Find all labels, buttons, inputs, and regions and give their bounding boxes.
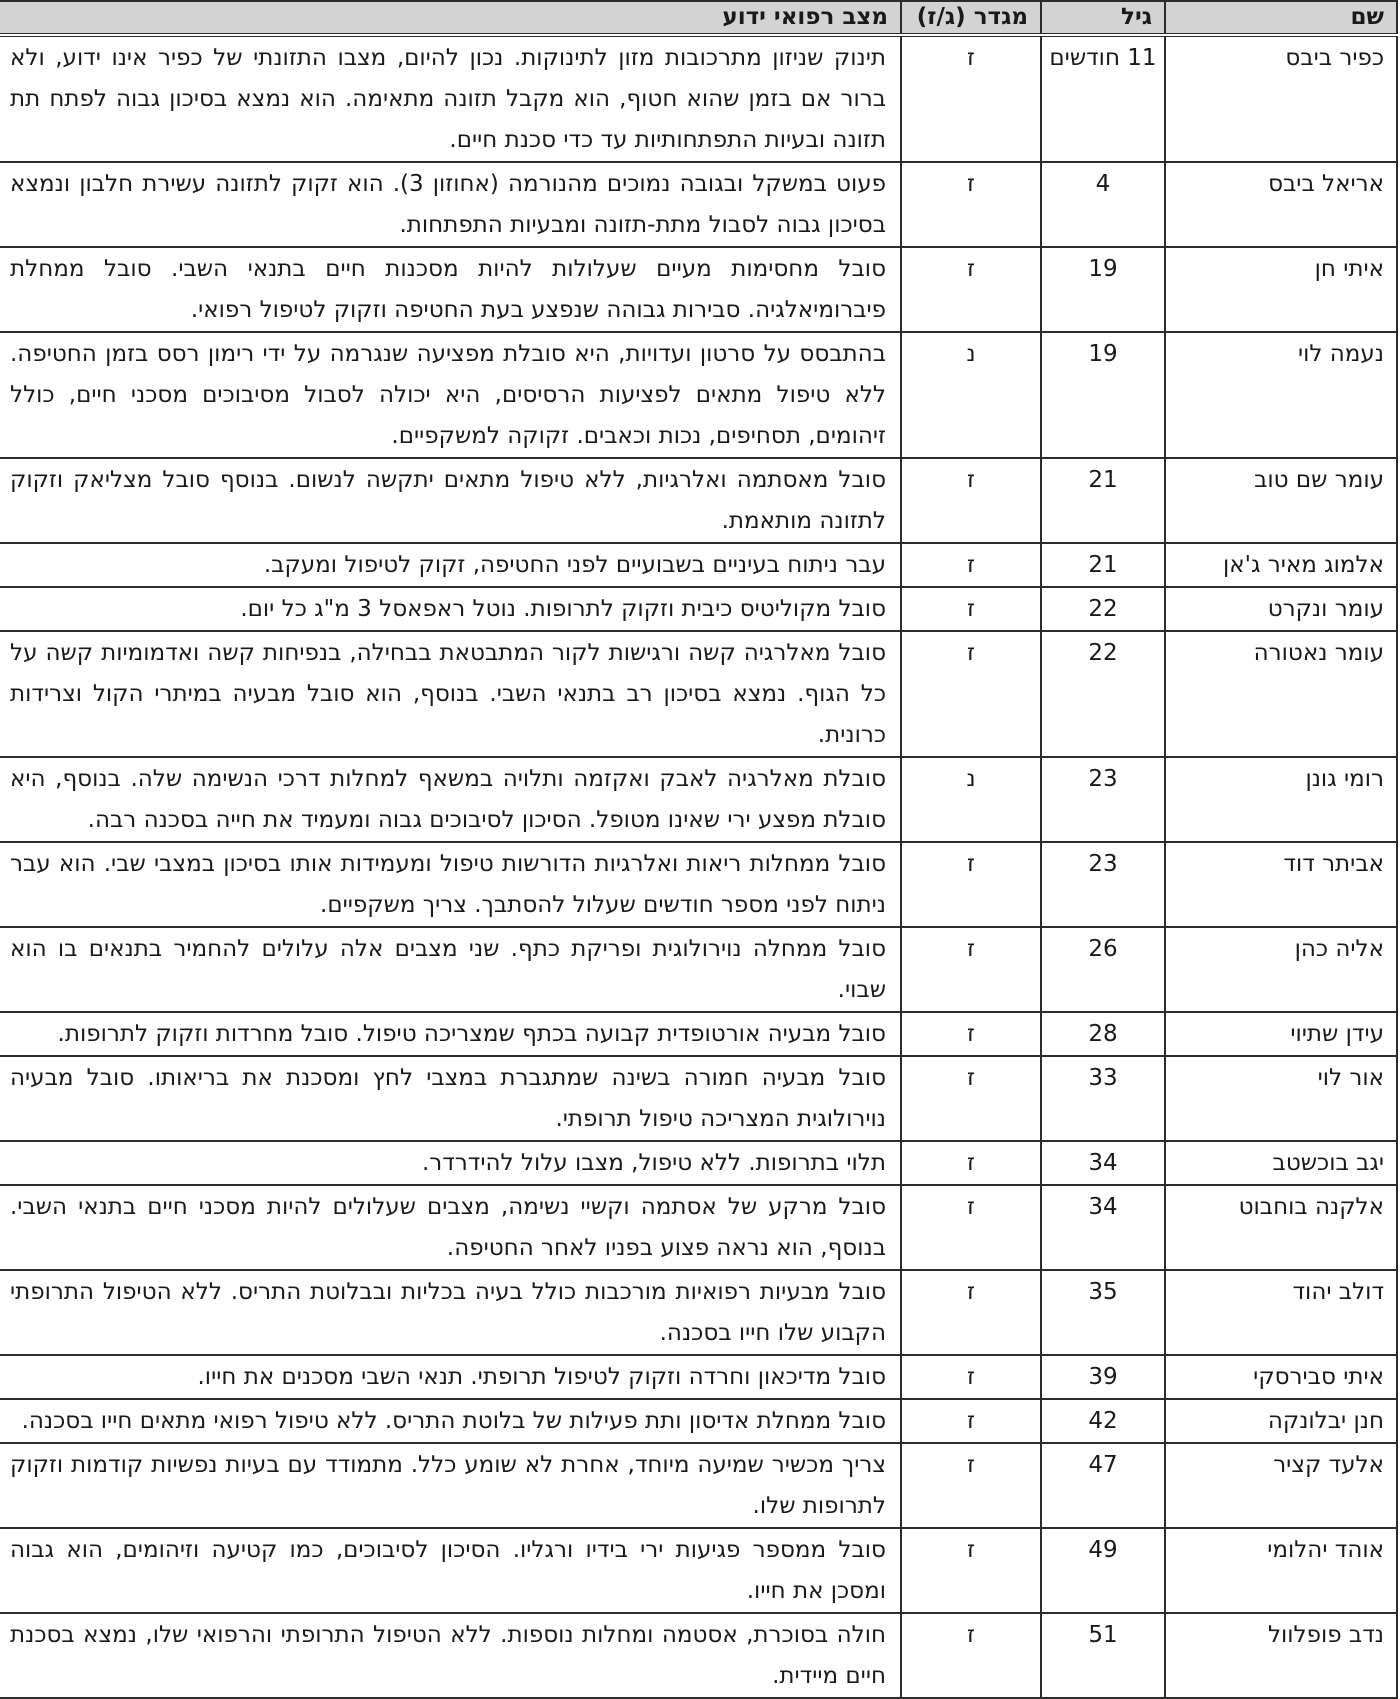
table-row [0,1270,1397,1355]
cell-name: אלעד קציר [1165,1443,1397,1528]
cell-condition: עבר ניתוח בעיניים בשבועיים לפני החטיפה, זקוק לטיפול ומעקב. [0,543,901,587]
cell-name: נעמה לוי [1165,332,1397,458]
cell-condition: צריך מכשיר שמיעה מיוחד, אחרת לא שומע כלל. מתמודד עם בעיות נפשיות קודמות וזקוק לתרופות שלו. [0,1443,901,1528]
table-row [0,1399,1397,1443]
cell-sex: ז [901,1056,1041,1141]
cell-name: איתי חן [1165,247,1397,332]
cell-name: עומר ונקרט [1165,587,1397,631]
cell-age: 34 [1041,1185,1165,1270]
cell-sex: ז [901,1355,1041,1399]
table-row [0,757,1397,842]
cell-name: אור לוי [1165,1056,1397,1141]
cell-sex: ז [901,1613,1041,1698]
header-condition: מצב רפואי ידוע [0,1,901,35]
cell-sex: ז [901,247,1041,332]
cell-name: אלמוג מאיר ג'אן [1165,543,1397,587]
cell-name: אביתר דוד [1165,842,1397,927]
cell-condition: סובל מאלרגיה קשה ורגישות לקור המתבטאת בבחילה, בנפיחות קשה ואדמומיות קשה על כל הגוף. נמצא בסיכון רב בתנאי השבי. בנוסף, הוא סובל מבעיה במיתרי הקול וצרידות כרונית. [0,631,901,757]
cell-condition: סובל מדיכאון וחרדה וזקוק לטיפול תרופתי. תנאי השבי מסכנים את חייו. [0,1355,901,1399]
cell-condition: סובל ממחלות ריאות ואלרגיות הדורשות טיפול ומעמידות אותו בסיכון במצבי שבי. הוא עבר ניתוח לפני מספר חודשים שעלול להסתבך. צריך משקפיים. [0,842,901,927]
cell-name: עומר שם טוב [1165,458,1397,543]
cell-condition: פעוט במשקל ובגובה נמוכים מהנורמה (אחוזון 3). הוא זקוק לתזונה עשירת חלבון ונמצא בסיכון גבוה לסבול מתת-תזונה ומבעיות התפתחות. [0,162,901,247]
header-age: גיל [1041,1,1165,35]
cell-condition: סובל מבעיה אורטופדית קבועה בכתף שמצריכה טיפול. סובל מחרדות וזקוק לתרופות. [0,1012,901,1056]
table-row [0,842,1397,927]
table-row [0,1141,1397,1185]
cell-sex: ז [901,1141,1041,1185]
cell-name: רומי גונן [1165,757,1397,842]
header-name: שם [1165,1,1397,35]
header-sex: מגדר (ג/ז) [901,1,1041,35]
cell-condition: סובל ממחלה נוירולוגית ופריקת כתף. שני מצבים אלה עלולים להחמיר בתנאים בו הוא שבוי. [0,927,901,1012]
cell-sex: ז [901,631,1041,757]
table-row [0,1355,1397,1399]
cell-age: 39 [1041,1355,1165,1399]
cell-name: חנן יבלונקה [1165,1399,1397,1443]
cell-sex: ז [901,927,1041,1012]
cell-name: אריאל ביבס [1165,162,1397,247]
cell-age: 28 [1041,1012,1165,1056]
table-row [0,631,1397,757]
cell-sex: ז [901,1443,1041,1528]
cell-sex: ז [901,458,1041,543]
table-row [0,458,1397,543]
table-body [0,35,1397,1698]
cell-age: 47 [1041,1443,1165,1528]
cell-age: 21 [1041,458,1165,543]
cell-condition: סובל מרקע של אסתמה וקשיי נשימה, מצבים שעלולים להיות מסכני חיים בתנאי השבי. בנוסף, הוא נראה פצוע בפניו לאחר החטיפה. [0,1185,901,1270]
table-row [0,247,1397,332]
table-row [0,162,1397,247]
cell-name: איתי סבירסקי [1165,1355,1397,1399]
cell-condition: תינוק שניזון מתרכובות מזון לתינוקות. נכון להיום, מצבו התזונתי של כפיר אינו ידוע, ולא ברור אם בזמן שהוא חטוף, הוא מקבל תזונה מתאימה. הוא נמצא בסיכון גבוה לפתח תת תזונה ובעיות התפתחותיות עד כדי סכנת חיים. [0,35,901,162]
cell-age: 19 [1041,332,1165,458]
cell-sex: ז [901,1012,1041,1056]
table-header [0,1,1397,35]
cell-age: 42 [1041,1399,1165,1443]
cell-condition: חולה בסוכרת, אסטמה ומחלות נוספות. ללא הטיפול התרופתי והרפואי שלו, נמצא בסכנת חיים מיידית. [0,1613,901,1698]
cell-name: דולב יהוד [1165,1270,1397,1355]
table-row [0,1012,1397,1056]
cell-age: 34 [1041,1141,1165,1185]
cell-age: 22 [1041,587,1165,631]
cell-age: 23 [1041,757,1165,842]
cell-age: 11 חודשים [1041,35,1165,162]
cell-name: כפיר ביבס [1165,35,1397,162]
cell-condition: סובל מקוליטיס כיבית וזקוק לתרופות. נוטל ראפאסל 3 מ"ג כל יום. [0,587,901,631]
cell-name: יגב בוכשטב [1165,1141,1397,1185]
table-row [0,927,1397,1012]
cell-sex: ז [901,1270,1041,1355]
cell-condition: סובל מאסתמה ואלרגיות, ללא טיפול מתאים יתקשה לנשום. בנוסף סובל מצליאק וזקוק לתזונה מותאמת. [0,458,901,543]
cell-name: אליה כהן [1165,927,1397,1012]
cell-sex: ז [901,1528,1041,1613]
cell-name: נדב פופלוול [1165,1613,1397,1698]
cell-sex: ז [901,587,1041,631]
cell-sex: ז [901,162,1041,247]
cell-age: 26 [1041,927,1165,1012]
cell-condition: סובל מבעיות רפואיות מורכבות כולל בעיה בכליות ובבלוטת התריס. ללא הטיפול התרופתי הקבוע שלו חייו בסכנה. [0,1270,901,1355]
table-row [0,1056,1397,1141]
cell-sex: ז [901,543,1041,587]
cell-condition: סובל ממחלת אדיסון ותת פעילות של בלוטת התריס. ללא טיפול רפואי מתאים חייו בסכנה. [0,1399,901,1443]
cell-condition: סובלת מאלרגיה לאבק ואקזמה ותלויה במשאף למחלות דרכי הנשימה שלה. בנוסף, היא סובלת מפצע ירי שאינו מטופל. הסיכון לסיבוכים גבוה ומעמיד את חייה בסכנה רבה. [0,757,901,842]
cell-condition: סובל מבעיה חמורה בשינה שמתגברת במצבי לחץ ומסכנת את בריאותו. סובל מבעיה נוירולוגית המצריכה טיפול תרופתי. [0,1056,901,1141]
table-row [0,332,1397,458]
cell-name: עומר נאטורה [1165,631,1397,757]
cell-name: אוהד יהלומי [1165,1528,1397,1613]
cell-sex: ז [901,1185,1041,1270]
cell-age: 49 [1041,1528,1165,1613]
table-row [0,1613,1397,1698]
table-row [0,1528,1397,1613]
cell-age: 35 [1041,1270,1165,1355]
table-row [0,35,1397,162]
cell-condition: בהתבסס על סרטון ועדויות, היא סובלת מפציעה שנגרמה על ידי רימון רסס בזמן החטיפה. ללא טיפול מתאים לפציעות הרסיסים, היא יכולה לסבול מסיבוכים מסכני חיים, כולל זיהומים, תסחיפים, נכות וכאבים. זקוקה למשקפיים. [0,332,901,458]
cell-sex: נ [901,332,1041,458]
cell-age: 51 [1041,1613,1165,1698]
cell-sex: ז [901,842,1041,927]
cell-name: אלקנה בוחבוט [1165,1185,1397,1270]
cell-age: 19 [1041,247,1165,332]
cell-age: 22 [1041,631,1165,757]
table-row [0,1185,1397,1270]
table-row [0,587,1397,631]
cell-age: 4 [1041,162,1165,247]
cell-sex: ז [901,35,1041,162]
cell-condition: תלוי בתרופות. ללא טיפול, מצבו עלול להידרדר. [0,1141,901,1185]
cell-age: 33 [1041,1056,1165,1141]
cell-sex: ז [901,1399,1041,1443]
cell-age: 23 [1041,842,1165,927]
cell-name: עידן שתיוי [1165,1012,1397,1056]
table-row [0,1443,1397,1528]
cell-condition: סובל ממספר פגיעות ירי בידיו ורגליו. הסיכון לסיבוכים, כמו קטיעה וזיהומים, הוא גבוה ומסכן את חייו. [0,1528,901,1613]
table-row [0,543,1397,587]
cell-age: 21 [1041,543,1165,587]
cell-sex: נ [901,757,1041,842]
cell-condition: סובל מחסימות מעיים שעלולות להיות מסכנות חיים בתנאי השבי. סובל ממחלת פיברומיאלגיה. סבירות גבוהה שנפצע בעת החטיפה וזקוק לטיפול רפואי. [0,247,901,332]
